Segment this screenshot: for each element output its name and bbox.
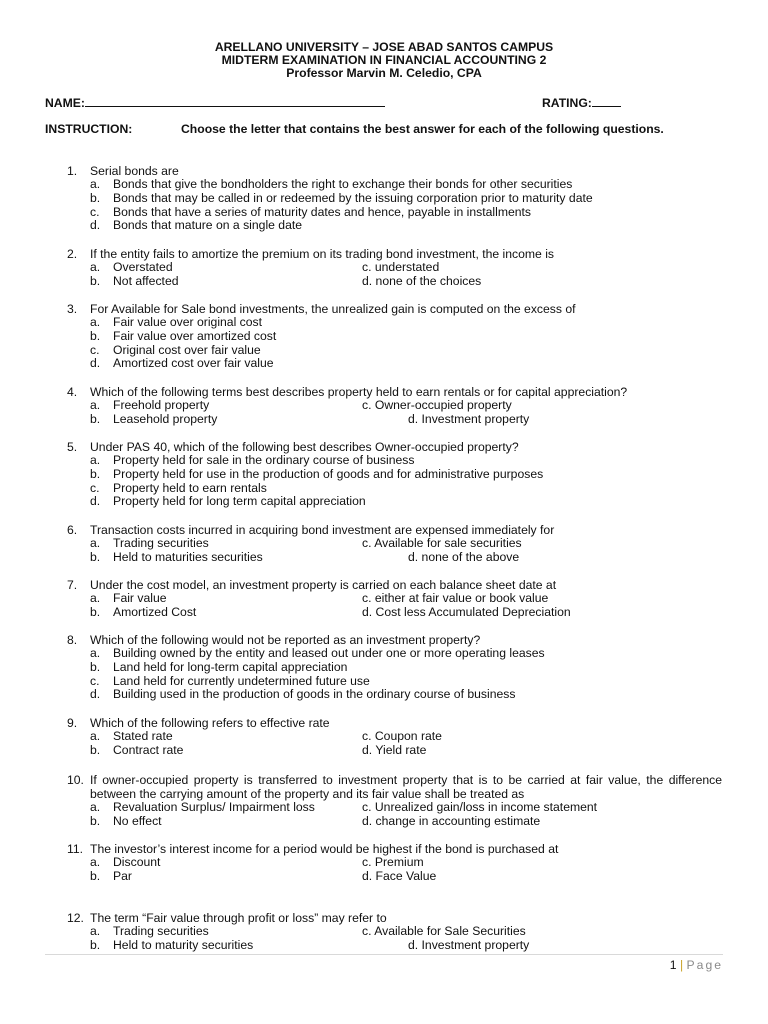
- option-letter: a.: [90, 177, 101, 191]
- option-letter: a.: [90, 398, 101, 412]
- option-letter: a.: [90, 800, 101, 814]
- option-text: No effect: [113, 813, 162, 828]
- question-number: 12.: [67, 911, 84, 925]
- question-number: 11.: [67, 842, 84, 856]
- option-text: Leasehold property: [113, 411, 218, 426]
- option-letter: a.: [90, 646, 101, 660]
- option-text: Overstated: [113, 260, 173, 274]
- option-text: Stated rate: [113, 729, 173, 743]
- option-text: Bonds that have a series of maturity dates and hence, payable in installments: [113, 204, 532, 219]
- option-letter: b.: [90, 466, 101, 481]
- question-number: 9.: [67, 716, 78, 730]
- answer-option-row: [0, 219, 768, 233]
- question-text: The investor’s interest income for a period would be highest if the bond is purchased at: [90, 842, 559, 856]
- option-second-column: c. Unrealized gain/loss in income statement: [362, 800, 598, 814]
- question-item: [0, 385, 768, 427]
- question-item: [0, 773, 768, 829]
- option-text: Bonds that mature on a single date: [113, 218, 303, 233]
- question-text: Under the cost model, an investment property is carried on each balance sheet date at: [90, 578, 557, 592]
- page-number: 1: [669, 958, 677, 972]
- option-letter: a.: [90, 453, 101, 467]
- question-item: [0, 911, 768, 953]
- answer-option-row: [0, 730, 768, 744]
- option-letter: a.: [90, 536, 101, 550]
- option-second-column: c. Owner-occupied property: [362, 398, 512, 412]
- option-second-column: d. Cost less Accumulated Depreciation: [362, 604, 571, 619]
- answer-option-row: [0, 801, 768, 815]
- question-number: 2.: [67, 247, 78, 261]
- option-second-column: c. Premium: [362, 855, 424, 869]
- option-second-column: c. Available for sale securities: [362, 536, 522, 550]
- option-text: Fair value: [113, 591, 167, 605]
- option-second-column: d. none of the choices: [362, 273, 482, 288]
- option-text: Revaluation Surplus/ Impairment loss: [113, 800, 315, 814]
- option-text: Held to maturity securities: [113, 937, 254, 952]
- rating-field: [542, 95, 621, 110]
- option-second-column: c. Coupon rate: [362, 729, 442, 743]
- option-second-column: d. none of the above: [408, 549, 520, 564]
- footer-divider: [45, 954, 723, 955]
- question-number: 1.: [67, 164, 78, 178]
- question-item: [0, 523, 768, 565]
- question-item: [0, 633, 768, 702]
- rating-blank-line: [592, 95, 621, 107]
- answer-option-row: [0, 178, 768, 192]
- answer-option-row: [0, 592, 768, 606]
- option-letter: a.: [90, 924, 101, 938]
- question-text: Serial bonds are: [90, 164, 179, 178]
- question-item: [0, 842, 768, 884]
- answer-option-row: [0, 815, 768, 829]
- option-letter: b.: [90, 411, 101, 426]
- option-text: Property held for long term capital appreciation: [113, 494, 366, 509]
- answer-option-row: [0, 413, 768, 427]
- question-text: Transaction costs incurred in acquiring bond investment are expensed immediately for: [90, 523, 555, 537]
- answer-option-row: [0, 206, 768, 220]
- option-text: Not affected: [113, 273, 179, 288]
- option-text: Land held for currently undetermined future use: [113, 673, 370, 688]
- option-letter: c.: [90, 204, 100, 219]
- question-text: Which of the following terms best describes property held to earn rentals or for capital appreciation?: [90, 385, 628, 399]
- option-second-column: d. Face Value: [362, 868, 437, 883]
- page-footer: [670, 958, 723, 972]
- option-second-column: d. change in accounting estimate: [362, 813, 541, 828]
- option-second-column: d. Investment property: [408, 937, 530, 952]
- answer-option-row: [0, 939, 768, 953]
- option-letter: b.: [90, 549, 101, 564]
- question-item: [0, 578, 768, 620]
- option-letter: b.: [90, 868, 101, 883]
- answer-option-row: [0, 344, 768, 358]
- answer-option-row: [0, 675, 768, 689]
- option-letter: b.: [90, 604, 101, 619]
- option-text: Property held to earn rentals: [113, 480, 267, 495]
- answer-option-row: [0, 744, 768, 758]
- option-text: Discount: [113, 855, 161, 869]
- option-text: Trading securities: [113, 536, 209, 550]
- footer-separator: |: [679, 958, 684, 972]
- option-letter: a.: [90, 260, 101, 274]
- answer-option-row: [0, 606, 768, 620]
- answer-option-row: [0, 316, 768, 330]
- question-item: [0, 247, 768, 289]
- answer-option-row: [0, 275, 768, 289]
- answer-option-row: [0, 261, 768, 275]
- question-text: If owner-occupied property is transferred to investment property that is to be carried at fair value, the difference between the carrying amount of the property and its fair value shall be treated as: [90, 773, 722, 801]
- instruction-text: Choose the letter that contains the best answer for each of the following questions.: [181, 122, 664, 136]
- option-letter: a.: [90, 591, 101, 605]
- answer-option-row: [0, 925, 768, 939]
- option-letter: c.: [90, 342, 100, 357]
- question-item: [0, 716, 768, 758]
- option-letter: b.: [90, 742, 101, 757]
- option-text: Original cost over fair value: [113, 342, 261, 357]
- option-text: Bonds that may be called in or redeemed by the issuing corporation prior to maturity date: [113, 190, 593, 205]
- answer-option-row: [0, 468, 768, 482]
- question-number: 8.: [67, 633, 78, 647]
- question-number: 3.: [67, 302, 78, 316]
- question-item: [0, 302, 768, 371]
- question-number: 7.: [67, 578, 78, 592]
- option-text: Building used in the production of goods in the ordinary course of business: [113, 687, 516, 702]
- answer-option-row: [0, 551, 768, 565]
- question-item: [0, 164, 768, 233]
- question-text: Which of the following refers to effective rate: [90, 716, 330, 730]
- option-second-column: c. understated: [362, 260, 440, 274]
- option-letter: d.: [90, 356, 101, 371]
- option-text: Bonds that give the bondholders the right to exchange their bonds for other securities: [113, 177, 573, 191]
- answer-option-row: [0, 856, 768, 870]
- option-letter: b.: [90, 937, 101, 952]
- answer-option-row: [0, 495, 768, 509]
- option-text: Par: [113, 868, 132, 883]
- option-text: Fair value over amortized cost: [113, 328, 277, 343]
- option-second-column: d. Investment property: [408, 411, 530, 426]
- option-letter: c.: [90, 480, 100, 495]
- option-letter: b.: [90, 813, 101, 828]
- option-letter: b.: [90, 659, 101, 674]
- question-text: For Available for Sale bond investments, the unrealized gain is computed on the excess of: [90, 302, 576, 316]
- answer-option-row: [0, 454, 768, 468]
- exam-title: MIDTERM EXAMINATION IN FINANCIAL ACCOUNTING 2: [221, 53, 547, 67]
- question-number: 6.: [67, 523, 78, 537]
- option-letter: a.: [90, 855, 101, 869]
- answer-option-row: [0, 192, 768, 206]
- option-text: Property held for sale in the ordinary course of business: [113, 453, 415, 467]
- instruction-label: INSTRUCTION:: [45, 122, 133, 136]
- answer-option-row: [0, 399, 768, 413]
- option-second-column: d. Yield rate: [362, 742, 427, 757]
- name-label: NAME:: [45, 96, 85, 110]
- name-field: [45, 95, 385, 110]
- option-letter: b.: [90, 328, 101, 343]
- name-blank-line: [85, 95, 385, 107]
- professor-name: Professor Marvin M. Celedio, CPA: [286, 66, 482, 80]
- option-text: Property held for use in the production of goods and for administrative purposes: [113, 466, 544, 481]
- question-text: Under PAS 40, which of the following best describes Owner-occupied property?: [90, 440, 519, 454]
- option-letter: a.: [90, 729, 101, 743]
- option-letter: d.: [90, 218, 101, 233]
- option-text: Contract rate: [113, 742, 184, 757]
- option-text: Building owned by the entity and leased out under one or more operating leases: [113, 646, 545, 660]
- option-second-column: c. either at fair value or book value: [362, 591, 549, 605]
- answer-option-row: [0, 357, 768, 371]
- option-text: Trading securities: [113, 924, 209, 938]
- answer-option-row: [0, 647, 768, 661]
- option-letter: b.: [90, 190, 101, 205]
- option-letter: d.: [90, 494, 101, 509]
- answer-option-row: [0, 482, 768, 496]
- answer-option-row: [0, 537, 768, 551]
- option-letter: b.: [90, 273, 101, 288]
- answer-option-row: [0, 870, 768, 884]
- question-text: Which of the following would not be reported as an investment property?: [90, 633, 481, 647]
- option-text: Amortized cost over fair value: [113, 356, 274, 371]
- option-text: Amortized Cost: [113, 604, 197, 619]
- answer-option-row: [0, 661, 768, 675]
- page-word: Page: [686, 958, 723, 972]
- instruction: [45, 122, 723, 136]
- answer-option-row: [0, 330, 768, 344]
- option-text: Land held for long-term capital appreciation: [113, 659, 348, 674]
- university-title: ARELLANO UNIVERSITY – JOSE ABAD SANTOS CAMPUS: [214, 40, 554, 54]
- option-text: Fair value over original cost: [113, 315, 263, 329]
- question-text: The term “Fair value through profit or loss” may refer to: [90, 911, 387, 925]
- question-item: [0, 440, 768, 509]
- answer-option-row: [0, 688, 768, 702]
- option-letter: a.: [90, 315, 101, 329]
- option-text: Held to maturities securities: [113, 549, 263, 564]
- option-letter: d.: [90, 687, 101, 702]
- question-number: 4.: [67, 385, 78, 399]
- rating-label: RATING:: [542, 96, 592, 110]
- question-text: If the entity fails to amortize the premium on its trading bond investment, the income is: [90, 247, 555, 261]
- option-text: Freehold property: [113, 398, 210, 412]
- option-second-column: c. Available for Sale Securities: [362, 924, 526, 938]
- question-number: 10.: [67, 773, 84, 787]
- option-letter: c.: [90, 673, 100, 688]
- question-number: 5.: [67, 440, 78, 454]
